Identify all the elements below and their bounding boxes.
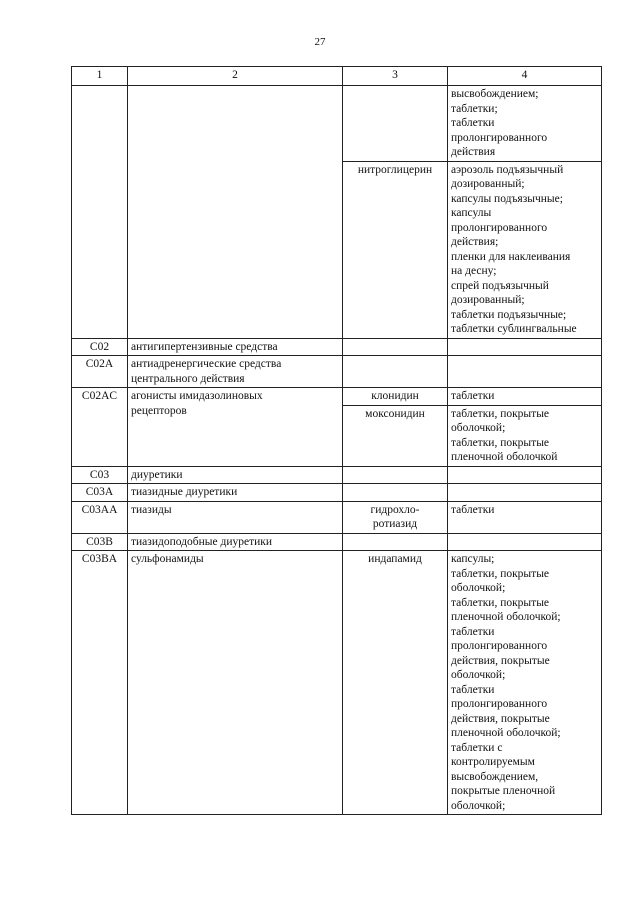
table-row (72, 388, 602, 406)
forms-cell (448, 338, 602, 356)
form-line: капсулы (451, 207, 492, 219)
form-line: таблетки, покрытые (451, 596, 550, 609)
inn-cell: нитроглицерин (343, 161, 448, 338)
form-line: таблетки (451, 390, 495, 402)
inn-cell (343, 86, 448, 162)
form-line: пленки для наклеивания (451, 250, 571, 263)
header-col-3: 3 (343, 67, 448, 86)
atc-code-cell: C02 (72, 338, 128, 356)
form-line: аэрозоль подъязычный (451, 163, 564, 176)
table-row (72, 501, 602, 533)
form-line: высвобождением, (451, 770, 539, 783)
atc-code-cell: C03A (72, 484, 128, 502)
atc-code-cell: C03AA (72, 501, 128, 533)
group-line: рецепторов (131, 404, 187, 417)
form-line: пленочной оболочкой; (451, 727, 561, 739)
forms-cell (448, 501, 602, 533)
inn-line: гидрохло- (370, 503, 420, 516)
inn-cell: индапамид (343, 551, 448, 815)
header-col-4: 4 (448, 67, 602, 86)
form-line: дозированный; (451, 294, 525, 306)
form-line: действия, покрытые (451, 654, 550, 667)
group-cell: тиазидоподобные диуретики (128, 533, 343, 551)
header-col-1: 1 (72, 67, 128, 86)
header-col-2: 2 (128, 67, 343, 86)
group-cell: сульфонамиды (128, 551, 343, 815)
group-line: центрального действия (131, 372, 245, 385)
group-line: антиадренергические средства (131, 358, 282, 370)
inn-cell (343, 338, 448, 356)
forms-cell (448, 86, 602, 162)
table-row (72, 86, 602, 162)
inn-line: ротиазид (372, 518, 418, 530)
form-line: капсулы подъязычные; (451, 192, 563, 205)
form-line: оболочкой; (451, 799, 506, 812)
forms-cell (448, 405, 602, 466)
form-line: действия, покрытые (451, 712, 550, 725)
group-cell (128, 356, 343, 388)
form-line: действия; (451, 236, 499, 248)
atc-code-cell: C02A (72, 356, 128, 388)
forms-cell (448, 356, 602, 388)
forms-cell (448, 466, 602, 484)
form-line: таблетки (451, 503, 495, 516)
table-row (72, 338, 602, 356)
inn-cell (343, 356, 448, 388)
form-line: пролонгированного (451, 221, 548, 234)
form-line: таблетки с (451, 741, 503, 754)
inn-cell: клонидин (343, 388, 448, 406)
form-line: оболочкой; (451, 669, 506, 681)
group-cell: тиазиды (128, 501, 343, 533)
table-row (72, 356, 602, 388)
inn-cell (343, 501, 448, 533)
inn-cell (343, 484, 448, 502)
form-line: оболочкой; (451, 582, 506, 594)
form-line: покрытые пленочной (451, 785, 556, 797)
group-cell (128, 388, 343, 467)
form-line: пленочной оболочкой (451, 451, 558, 463)
form-line: на десну; (451, 265, 497, 277)
table-row (72, 533, 602, 551)
form-line: действия (451, 146, 496, 158)
table-header-row (72, 67, 602, 86)
group-cell: тиазидные диуретики (128, 484, 343, 502)
group-cell: диуретики (128, 466, 343, 484)
group-cell (128, 86, 343, 339)
form-line: таблетки, покрытые (451, 436, 550, 449)
form-line: капсулы; (451, 553, 495, 565)
atc-code-cell: C03 (72, 466, 128, 484)
inn-cell (343, 533, 448, 551)
form-line: таблетки; (451, 102, 498, 115)
form-line: оболочкой; (451, 422, 506, 434)
atc-code-cell: C03B (72, 533, 128, 551)
form-line: дозированный; (451, 178, 525, 190)
atc-code-cell: C03BA (72, 551, 128, 815)
form-line: пролонгированного (451, 131, 548, 144)
form-line: таблетки (451, 683, 495, 696)
drug-table (71, 66, 602, 815)
forms-cell (448, 533, 602, 551)
form-line: контролируемым (451, 756, 535, 768)
forms-cell (448, 161, 602, 338)
inn-cell: моксонидин (343, 405, 448, 466)
inn-cell (343, 466, 448, 484)
table-row (72, 484, 602, 502)
group-cell: антигипертензивные средства (128, 338, 343, 356)
table-row (72, 551, 602, 815)
form-line: пленочной оболочкой; (451, 611, 561, 623)
form-line: таблетки (451, 117, 495, 129)
page-number: 27 (314, 36, 326, 48)
form-line: таблетки, покрытые (451, 407, 550, 420)
forms-cell (448, 484, 602, 502)
forms-cell (448, 551, 602, 815)
form-line: таблетки подъязычные; (451, 308, 567, 321)
form-line: таблетки сублингвальные (451, 323, 577, 335)
form-line: таблетки, покрытые (451, 567, 550, 580)
forms-cell (448, 388, 602, 406)
form-line: пролонгированного (451, 698, 548, 710)
table-row (72, 466, 602, 484)
form-line: спрей подъязычный (451, 279, 549, 292)
atc-code-cell (72, 86, 128, 339)
group-line: агонисты имидазолиновых (131, 390, 263, 402)
form-line: высвобождением; (451, 88, 539, 100)
form-line: пролонгированного (451, 640, 548, 652)
form-line: таблетки (451, 625, 495, 638)
atc-code-cell: C02AC (72, 388, 128, 467)
